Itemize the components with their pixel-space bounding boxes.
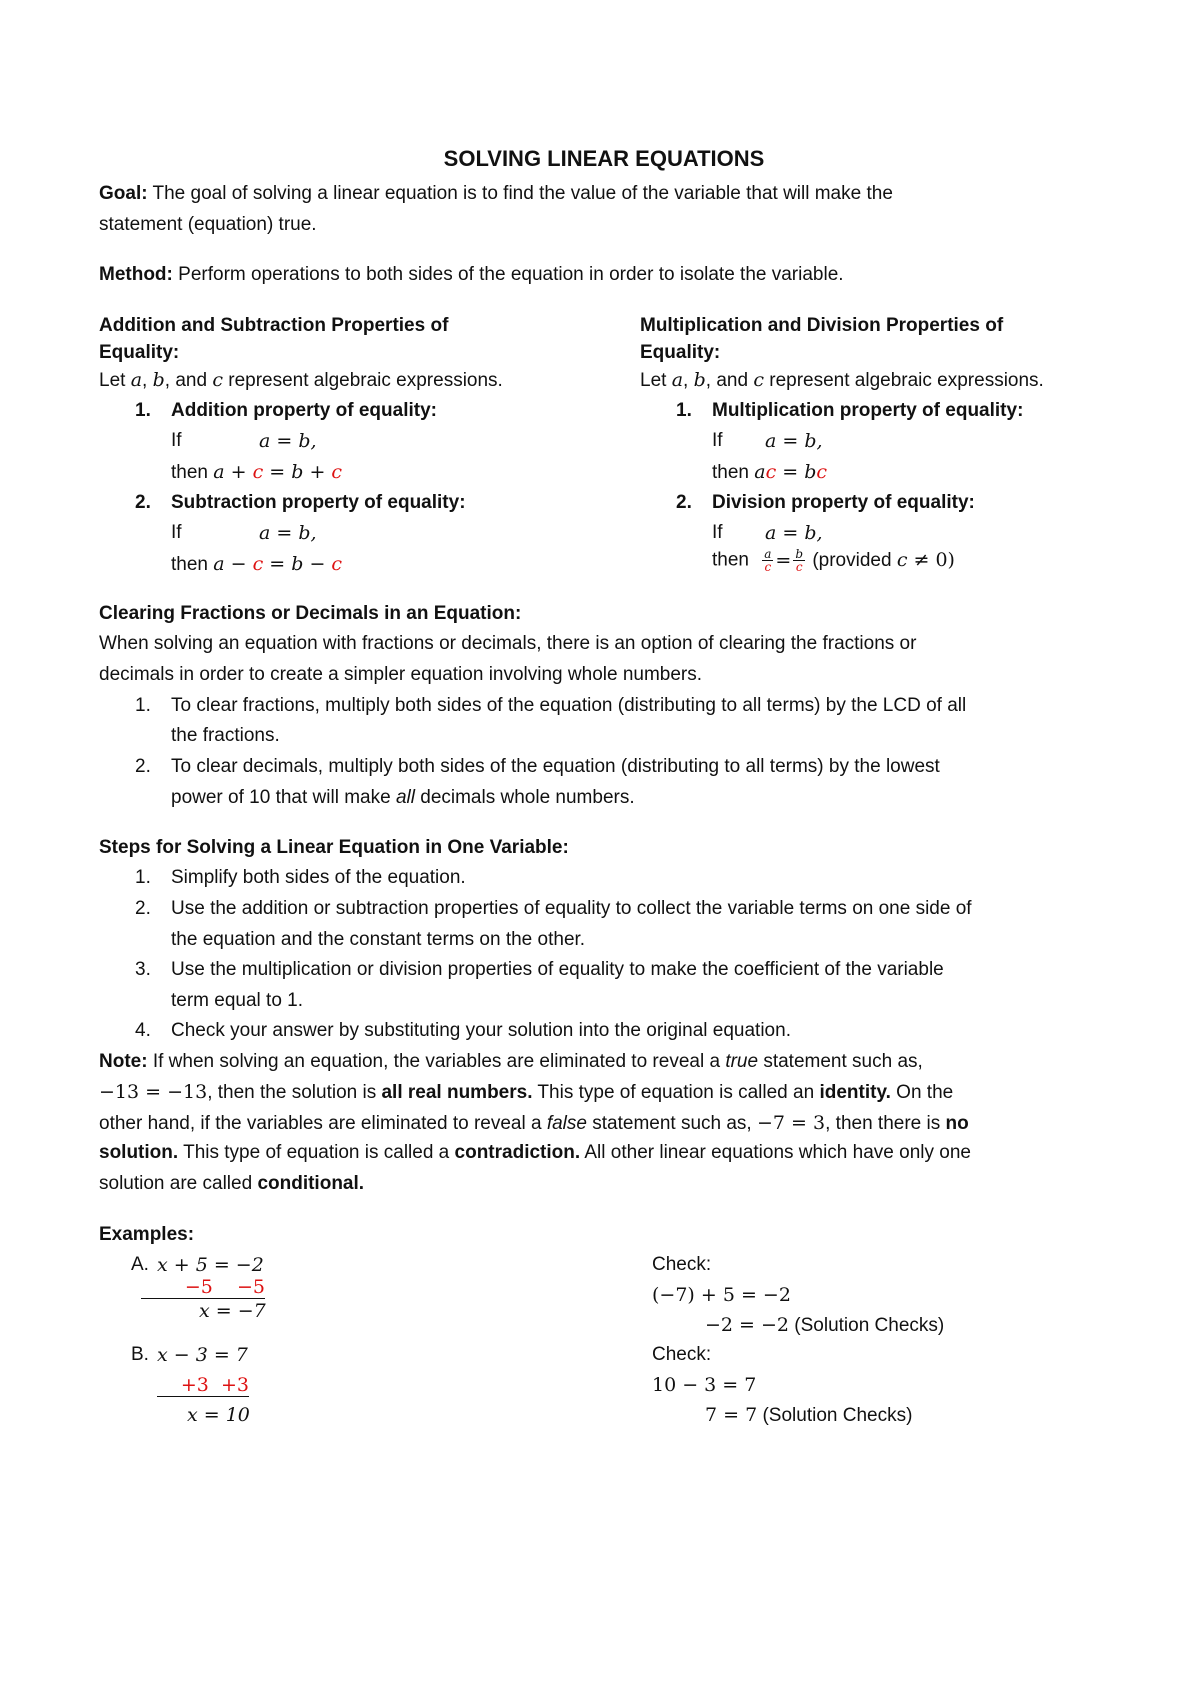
method-text: Perform operations to both sides of the equation in order to isolate the variable. — [172, 264, 844, 285]
goal-text-1: The goal of solving a linear equation is to find the value of the variable that will make the — [147, 183, 893, 204]
expr-right: = b + — [263, 461, 332, 483]
provided-clause — [812, 550, 955, 571]
example-a-equation: x + 5 = −2 — [157, 1254, 264, 1276]
example-a-subtract-step: −5 −5 — [141, 1276, 265, 1299]
example-a-result: x = −7 — [199, 1300, 266, 1322]
var-c: c — [212, 369, 223, 391]
var-c: c — [753, 369, 764, 391]
text: , then there is — [825, 1113, 946, 1134]
let-suffix: represent algebraic expressions. — [763, 370, 1044, 391]
example-a-label: A. — [131, 1254, 149, 1275]
step-2-line-1: Use the addition or subtraction properties of equality to collect the variable terms on one side of — [171, 898, 972, 919]
equals-sign: = — [775, 549, 792, 572]
clearing-intro-2: decimals in order to create a simpler equation involving whole numbers. — [99, 664, 703, 685]
expr-left: a − — [213, 553, 253, 575]
note-line-4 — [99, 1142, 971, 1164]
right-let-line — [640, 369, 1044, 392]
expr-right: = b − — [263, 553, 332, 575]
and-text: , and — [705, 370, 754, 391]
right-p1-if-eq: a = b, — [765, 430, 823, 452]
text: This type of equation is called a — [178, 1142, 455, 1163]
text: statement such as, — [586, 1113, 757, 1134]
right-heading-1: Multiplication and Division Properties of — [640, 315, 1004, 336]
expr-c: c — [816, 461, 828, 483]
step-4-text: Check your answer by substituting your solution into the original equation. — [171, 1020, 791, 1041]
var-a: a — [671, 369, 684, 391]
text: , then the solution is — [207, 1082, 382, 1103]
example-b-check-label: Check: — [652, 1344, 712, 1365]
left-heading-1: Addition and Subtraction Properties of — [99, 315, 449, 336]
right-heading-2: Equality: — [640, 342, 721, 363]
fraction-a-over-c — [762, 548, 773, 573]
left-p1-number: 1. — [135, 400, 151, 421]
text: decimals whole numbers. — [414, 787, 635, 808]
frac-denominator: c — [764, 560, 772, 574]
fraction-b-over-c — [793, 548, 805, 573]
page-title: SOLVING LINEAR EQUATIONS — [443, 146, 765, 171]
bold-conditional: conditional. — [257, 1173, 365, 1194]
step-3-line-1: Use the multiplication or division properties of equality to make the coefficient of the variable — [171, 959, 944, 980]
bold-no: no — [945, 1113, 969, 1134]
expr-c: c — [765, 461, 777, 483]
clearing-item-2-number: 2. — [135, 756, 151, 777]
left-let-line — [99, 369, 503, 392]
note-line-1 — [99, 1051, 923, 1073]
goal-text-2: statement (equation) true. — [99, 214, 317, 235]
bold-identity: identity. — [819, 1082, 891, 1103]
steps-heading: Steps for Solving a Linear Equation in One Variable: — [99, 837, 569, 858]
example-a-check-label: Check: — [652, 1254, 712, 1275]
method-label: Method: — [99, 264, 173, 285]
expr-c: c — [331, 553, 343, 575]
right-p1-then — [712, 461, 827, 484]
step-1-text: Simplify both sides of the equation. — [171, 867, 466, 888]
left-p2-title: Subtraction property of equality: — [171, 492, 466, 513]
step-2-line-2: the equation and the constant terms on the other. — [171, 929, 586, 950]
example-b-result: x = 10 — [187, 1404, 250, 1426]
example-b-equation: x − 3 = 7 — [157, 1344, 248, 1366]
text: All other linear equations which have only one — [580, 1142, 971, 1163]
left-p1-if-eq: a = b, — [259, 430, 317, 452]
var-b: b — [693, 369, 706, 391]
then-text: then — [712, 462, 755, 483]
clearing-item-2-line-1: To clear decimals, multiply both sides of the equation (distributing to all terms) by the lowest — [171, 756, 940, 777]
right-p2-number: 2. — [676, 492, 692, 513]
step-3-line-2: term equal to 1. — [171, 990, 304, 1011]
step-4-number: 4. — [135, 1020, 151, 1041]
bold-solution: solution. — [99, 1142, 179, 1163]
note-line-3 — [99, 1112, 969, 1135]
right-p2-title: Division property of equality: — [712, 492, 975, 513]
comma: , — [142, 370, 153, 391]
let-prefix: Let — [99, 370, 131, 391]
expr-right: = b — [776, 461, 817, 483]
right-p2-then — [712, 548, 955, 573]
clearing-item-1-line-1: To clear fractions, multiply both sides of the equation (distributing to all terms) by the LCD of all — [171, 695, 967, 716]
example-b-check-line-1: 10 − 3 = 7 — [652, 1374, 757, 1396]
expr-left: a + — [213, 461, 253, 483]
example-a-check-line-2 — [705, 1314, 944, 1337]
var-c: c — [896, 549, 908, 571]
right-p2-if-eq: a = b, — [765, 522, 823, 544]
frac-numerator: b — [795, 547, 804, 561]
right-p1-number: 1. — [676, 400, 692, 421]
clearing-item-1-line-2: the fractions. — [171, 725, 280, 746]
check-result-text: (Solution Checks) — [757, 1405, 913, 1426]
check-result-text: (Solution Checks) — [789, 1315, 945, 1336]
expr-c: c — [331, 461, 343, 483]
comma: , — [683, 370, 694, 391]
left-p2-number: 2. — [135, 492, 151, 513]
left-p2-if: If — [171, 522, 182, 543]
then-text: then — [171, 462, 214, 483]
clearing-intro-1: When solving an equation with fractions or decimals, there is an option of clearing the fractions or — [99, 633, 917, 654]
frac-numerator: a — [764, 547, 772, 561]
goal-label: Goal: — [99, 183, 148, 204]
example-b-label: B. — [131, 1344, 149, 1365]
bold-all-real-numbers: all real numbers. — [381, 1082, 533, 1103]
method-line — [99, 264, 844, 286]
contradiction-example: −7 = 3 — [757, 1112, 826, 1134]
clearing-item-2-line-2 — [171, 787, 635, 809]
right-p1-title: Multiplication property of equality: — [712, 400, 1024, 421]
step-3-number: 3. — [135, 959, 151, 980]
text: On the — [890, 1082, 954, 1103]
expr-c: c — [252, 553, 264, 575]
text: If when solving an equation, the variables are eliminated to reveal a — [147, 1051, 726, 1072]
example-a-check-line-1: (−7) + 5 = −2 — [652, 1284, 791, 1306]
left-p1-title: Addition property of equality: — [171, 400, 437, 421]
left-p1-if: If — [171, 430, 182, 451]
left-heading-2: Equality: — [99, 342, 180, 363]
example-b-add-step: +3 +3 — [157, 1374, 249, 1397]
note-line-5 — [99, 1173, 364, 1195]
left-p1-then — [171, 461, 342, 484]
left-p2-then — [171, 553, 342, 576]
right-p1-if: If — [712, 430, 723, 451]
var-a: a — [130, 369, 143, 391]
italic-all: all — [395, 787, 415, 808]
text: solution are called — [99, 1173, 258, 1194]
and-text: , and — [164, 370, 213, 391]
frac-denominator: c — [795, 560, 803, 574]
bold-contradiction: contradiction. — [454, 1142, 581, 1163]
clearing-heading: Clearing Fractions or Decimals in an Equation: — [99, 603, 522, 624]
provided-condition: ≠ 0) — [907, 549, 955, 571]
expr-c: c — [252, 461, 264, 483]
example-b-check-line-2 — [705, 1404, 912, 1427]
identity-example: −13 = −13 — [99, 1081, 208, 1103]
text: power of 10 that will make — [171, 787, 396, 808]
goal-line-1 — [99, 183, 893, 205]
check-equation: 7 = 7 — [705, 1404, 758, 1426]
italic-false: false — [546, 1113, 587, 1134]
examples-heading: Examples: — [99, 1224, 195, 1245]
text: statement such as, — [758, 1051, 923, 1072]
text: other hand, if the variables are eliminated to reveal a — [99, 1113, 547, 1134]
let-suffix: represent algebraic expressions. — [222, 370, 503, 391]
provided-text: (provided — [812, 550, 897, 571]
var-b: b — [152, 369, 165, 391]
right-p2-if: If — [712, 522, 723, 543]
text: This type of equation is called an — [532, 1082, 820, 1103]
let-prefix: Let — [640, 370, 672, 391]
note-line-2 — [99, 1081, 953, 1104]
left-p2-if-eq: a = b, — [259, 522, 317, 544]
note-label: Note: — [99, 1051, 148, 1072]
expr-left: a — [754, 461, 766, 483]
check-equation: −2 = −2 — [705, 1314, 790, 1336]
italic-true: true — [725, 1051, 759, 1072]
then-text: then — [712, 549, 749, 571]
then-text: then — [171, 554, 214, 575]
step-2-number: 2. — [135, 898, 151, 919]
clearing-item-1-number: 1. — [135, 695, 151, 716]
step-1-number: 1. — [135, 867, 151, 888]
